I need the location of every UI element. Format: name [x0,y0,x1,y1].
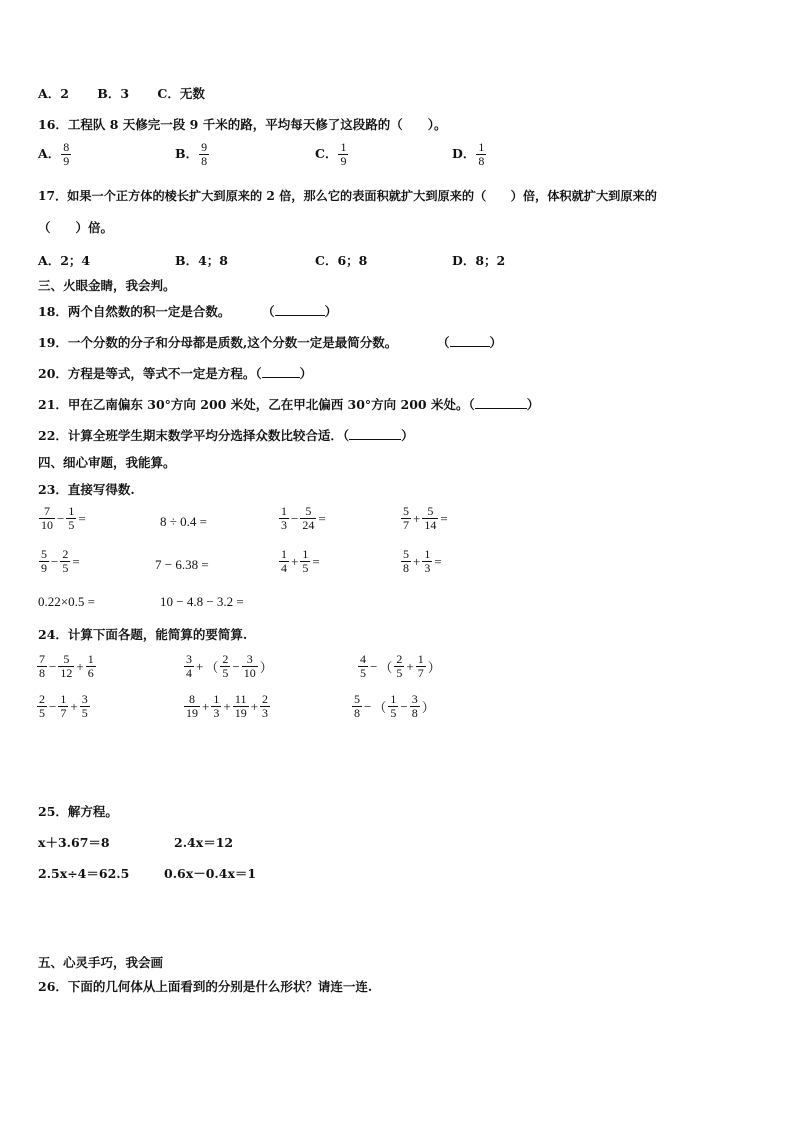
q15-option-a: A．2 [38,86,69,101]
q16-option-d: D． $\frac{1}{8}$ [452,140,485,168]
q23-stem: 23．直接写得数. [38,482,135,497]
q15-options [38,84,205,102]
q15-option-c: C．无数 [157,86,205,101]
q24-expr-5: $\frac{8}{19}$ + $\frac{1}{3}$ + $\frac{11}{19}$ + $\frac{2}{3}$ [186,692,269,720]
q25-stem: 25．解方程。 [38,804,118,819]
q16-option-c: C． $\frac{1}{9}$ [315,140,347,168]
q20-answer-blank[interactable] [262,365,300,378]
q18: 18．两个自然数的积一定是合数。 （ ） [38,304,338,319]
section-5-heading: 五、心灵手巧，我会画 [38,955,164,970]
q25-eq-2: 2.4x＝12 [174,835,234,850]
q20: 20．方程是等式，等式不一定是方程。（ ） [38,366,313,381]
q16-option-a: A． $\frac{8}{9}$ [38,140,70,168]
q24-expr-1: $\frac{7}{8}$ − $\frac{5}{12}$ + $\frac{1}{6}$ [39,652,94,680]
q16-stem: 16．工程队 8 天修完一段 9 千米的路，平均每天修了这段路的（ ）。 [38,117,447,132]
q16-option-b: B． $\frac{9}{8}$ [175,140,208,168]
q17-line1: 17．如果一个正方体的棱长扩大到原来的 2 倍，那么它的表面积就扩大到原来的（ ）倍，体积就扩大到原来的 [38,189,657,203]
q23-expr-4: $\frac{5}{7}$ + $\frac{5}{14}$ = [403,504,448,532]
q23-expr-7: $\frac{1}{4}$ + $\frac{1}{5}$ = [281,547,320,575]
q25-eq-4: 0.6x－0.4x＝1 [164,866,257,881]
q22-answer-blank[interactable] [349,427,401,440]
q24-expr-4: $\frac{2}{5}$ − $\frac{1}{7}$ + $\frac{3}{5}$ [39,692,88,720]
q19: 19．一个分数的分子和分母都是质数,这个分数一定是最简分数。 （ ） [38,335,503,350]
q19-answer-blank[interactable] [450,334,490,347]
q17-option-b: B．4；8 [175,253,228,268]
section-3-heading: 三、火眼金睛，我会判。 [38,278,176,293]
q23-expr-10: 10 − 4.8 − 3.2 = [160,594,244,609]
q24-expr-2: $\frac{3}{4}$ + （ $\frac{2}{5}$ − $\frac{3}{10}$ ） [186,652,273,680]
section-4-heading: 四、细心审题，我能算。 [38,455,176,470]
q25-eq-3: 2.5x÷4＝62.5 [38,866,130,881]
q17-line2: （ ）倍。 [38,220,114,235]
q24-expr-6: $\frac{5}{8}$ − （ $\frac{1}{5}$ − $\frac{3}{8}$ ） [354,692,435,720]
q23-expr-5: $\frac{5}{9}$ − $\frac{2}{5}$ = [41,547,80,575]
q23-expr-3: $\frac{1}{3}$ − $\frac{5}{24}$ = [281,504,326,532]
q15-option-b: B．3 [97,86,130,101]
q24-expr-3: $\frac{4}{5}$ − （ $\frac{2}{5}$ + $\frac{1}{7}$ ） [360,652,441,680]
q17-option-d: D．8；2 [452,253,506,268]
q18-answer-blank[interactable] [275,303,325,316]
q22: 22．计算全班学生期末数学平均分选择众数比较合适．（ ） [38,428,414,443]
q21: 21．甲在乙南偏东 30°方向 200 米处，乙在甲北偏西 30°方向 200 米处。（ ） [38,397,540,412]
q17-option-a: A．2；4 [38,253,91,268]
q23-expr-8: $\frac{5}{8}$ + $\frac{1}{3}$ = [403,547,442,575]
q23-expr-9: 0.22×0.5 = [38,594,95,609]
q21-answer-blank[interactable] [475,396,527,409]
q23-expr-1: $\frac{7}{10}$ − $\frac{1}{5}$ = [41,504,86,532]
q23-expr-6: 7 − 6.38 = [155,557,209,572]
q25-eq-1: x＋3.67＝8 [38,835,110,850]
q23-expr-2: 8 ÷ 0.4 = [160,514,207,529]
q24-stem: 24．计算下面各题，能简算的要简算. [38,627,248,642]
q17-option-c: C．6；8 [315,253,368,268]
q26-stem: 26．下面的几何体从上面看到的分别是什么形状？请连一连. [38,979,373,994]
